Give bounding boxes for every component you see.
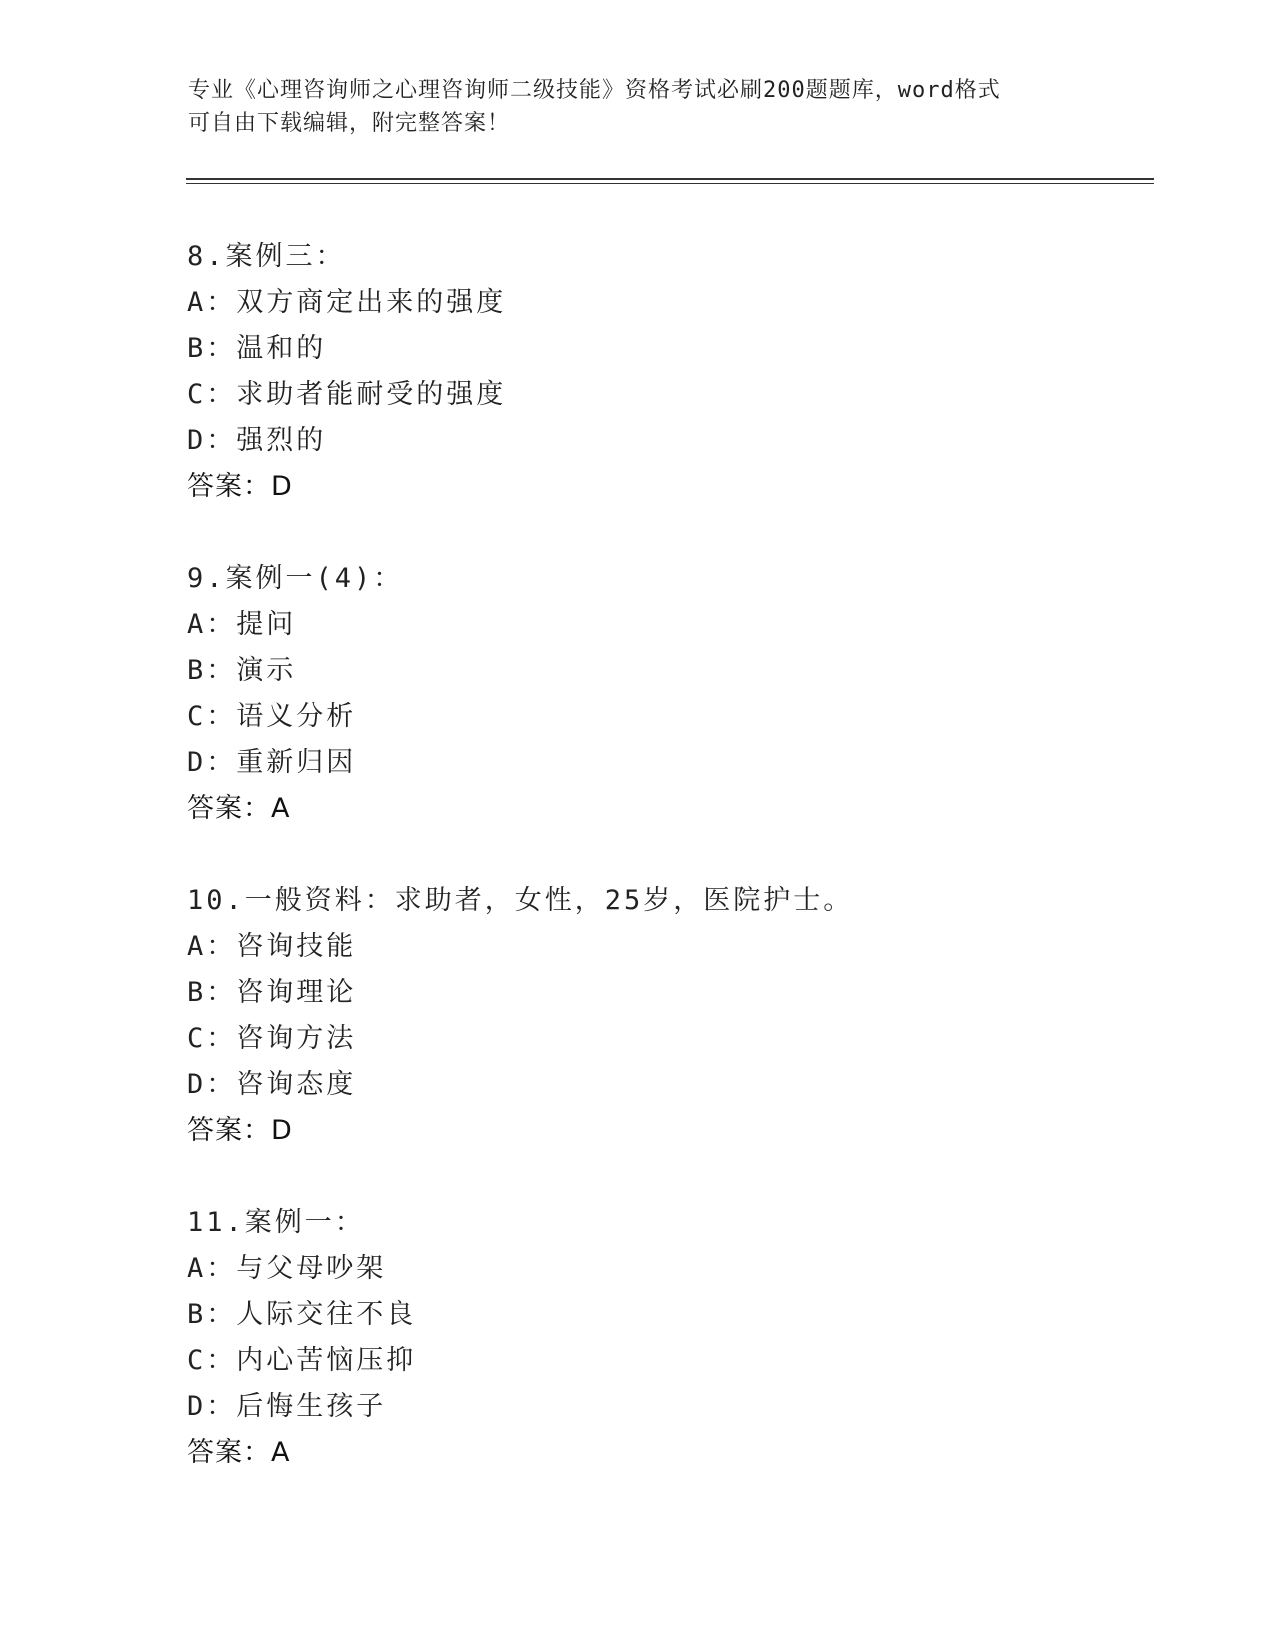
question-list xyxy=(187,234,1147,1522)
option-a: A：双方商定出来的强度 xyxy=(187,287,507,318)
option-b: B：人际交往不良 xyxy=(187,1299,417,1330)
answer: 答案：A xyxy=(187,793,291,824)
question-10 xyxy=(187,878,1147,1154)
option-a: A：咨询技能 xyxy=(187,931,357,962)
answer: 答案：D xyxy=(187,1115,293,1146)
question-title: 11.案例一： xyxy=(187,1207,365,1238)
option-b: B：温和的 xyxy=(187,333,327,364)
option-a: A：提问 xyxy=(187,609,297,640)
option-c: C：内心苦恼压抑 xyxy=(187,1345,417,1376)
question-title: 8.案例三： xyxy=(187,241,346,272)
option-c: C：语义分析 xyxy=(187,701,357,732)
option-d: D：后悔生孩子 xyxy=(187,1391,387,1422)
answer: 答案：D xyxy=(187,471,293,502)
question-title: 9.案例一(4)： xyxy=(187,563,404,594)
header-divider xyxy=(186,178,1154,180)
option-c: C：咨询方法 xyxy=(187,1023,357,1054)
option-b: B：咨询理论 xyxy=(187,977,357,1008)
option-d: D：强烈的 xyxy=(187,425,327,456)
header-title-line-1: 专业《心理咨询师之心理咨询师二级技能》资格考试必刷200题题库，word格式 xyxy=(188,78,1001,103)
question-11 xyxy=(187,1200,1147,1476)
answer: 答案：A xyxy=(187,1437,291,1468)
question-title: 10.一般资料：求助者，女性，25岁，医院护士。 xyxy=(187,885,854,916)
option-c: C：求助者能耐受的强度 xyxy=(187,379,507,410)
question-8 xyxy=(187,234,1147,510)
option-b: B：演示 xyxy=(187,655,297,686)
question-9 xyxy=(187,556,1147,832)
option-a: A：与父母吵架 xyxy=(187,1253,387,1284)
option-d: D：重新归因 xyxy=(187,747,357,778)
header-title-line-2: 可自由下载编辑，附完整答案！ xyxy=(188,111,511,136)
document-header xyxy=(188,74,1088,140)
option-d: D：咨询态度 xyxy=(187,1069,357,1100)
